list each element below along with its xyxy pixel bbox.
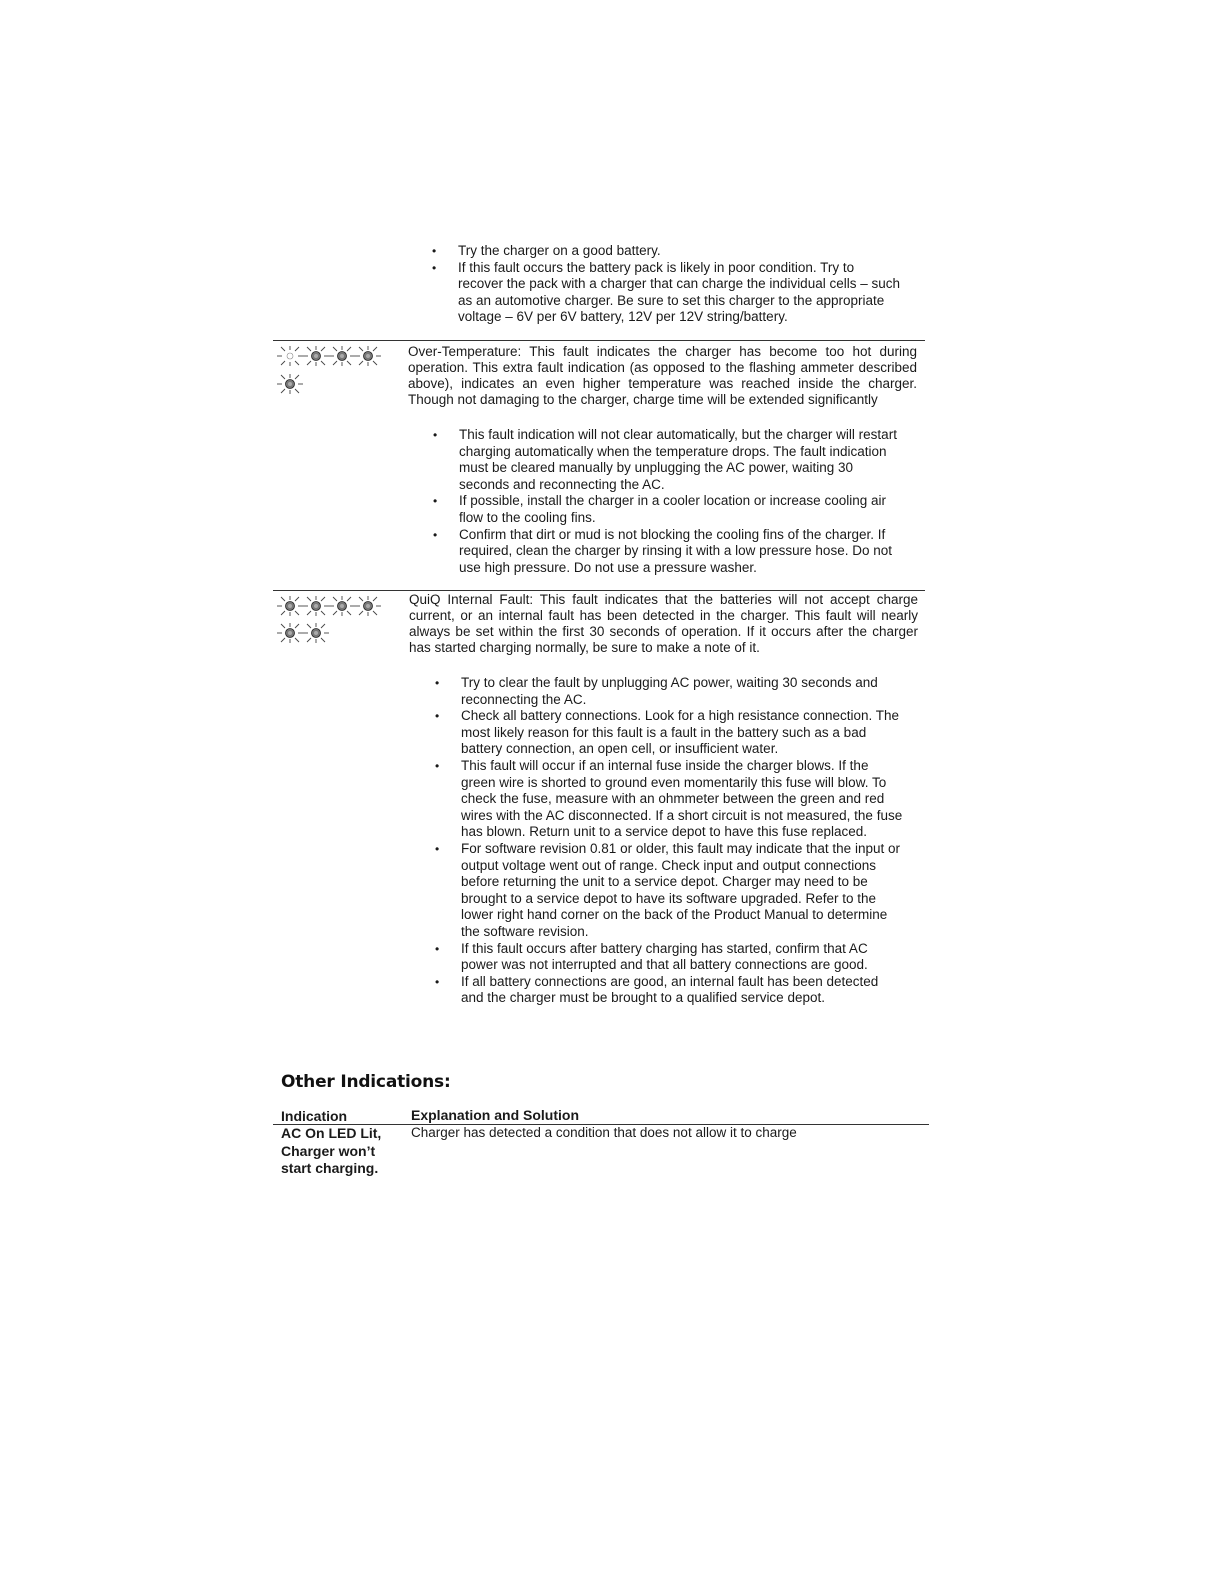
list-item: • For software revision 0.81 or older, this fault may indicate that the input or output voltage went out of range. Check input and output connections before returning the unit to a service depot. Charger may need to be brought to a service depot to have its software upgraded. Refer to the lower right hand corner on the back of the Product Manual to determine the software revision. bbox=[433, 841, 903, 941]
table-row-indication bbox=[281, 1125, 401, 1178]
list-item: • Confirm that dirt or mud is not blocking the cooling fins of the charger. If required, clean the charger by rinsing it with a low pressure hose. Do not use high pressure. Do not use a pressure washer. bbox=[431, 527, 901, 577]
internal-fault-bullet-list bbox=[433, 675, 903, 1007]
list-item: • If all battery connections are good, an internal fault has been detected and the charger must be brought to a qualified service depot. bbox=[433, 974, 903, 1007]
section-divider bbox=[273, 340, 925, 341]
list-item: • If possible, install the charger in a cooler location or increase cooling air flow to the cooling fins. bbox=[431, 493, 901, 526]
internal-fault-description: QuiQ Internal Fault: This fault indicates that the batteries will not accept charge current, or an internal fault has been detected in the charger. This fault will nearly always be set within the first 30 seconds of operation. If it occurs after the charger has started charging normally, be sure to make a note of it. bbox=[409, 592, 918, 655]
over-temperature-description: Over-Temperature: This fault indicates the charger has become too hot during operation. This extra fault indication (as opposed to the flashing ammeter described above), indicates an even higher temperature was reached inside the charger. Though not damaging to the charger, charge time will be extended significantly bbox=[408, 344, 917, 407]
list-item: • If this fault occurs the battery pack is likely in poor condition. Try to recover the pack with a charger that can charge the individual cells – such as an automotive charger. Be sure to set this charger to the appropriate voltage – 6V per 6V battery, 12V per 12V string/battery. bbox=[430, 260, 900, 326]
list-item: • Try to clear the fault by unplugging AC power, waiting 30 seconds and reconnecting the AC. bbox=[433, 675, 903, 708]
section-divider bbox=[273, 590, 925, 591]
indication-column-header: Indication bbox=[281, 1108, 348, 1124]
list-item: • This fault will occur if an internal fuse inside the charger blows. If the green wire is shorted to ground even momentarily this fuse will blow. To check the fuse, measure with an ohmmeter between the green and red wires with the AC disconnected. If a short circuit is not measured, the fuse has blown. Return unit to a service depot to have this fuse replaced. bbox=[433, 758, 903, 841]
top-bullet-list bbox=[430, 243, 900, 326]
table-row-explanation: Charger has detected a condition that does not allow it to charge bbox=[411, 1125, 797, 1140]
over-temperature-bullet-list bbox=[431, 427, 901, 576]
indication-line: start charging. bbox=[281, 1160, 379, 1176]
list-item: • Check all battery connections. Look for a high resistance connection. The most likely reason for this fault is a fault in the battery such as a bad battery connection, an open cell, or insufficient water. bbox=[433, 708, 903, 758]
other-indications-heading: Other Indications: bbox=[281, 1072, 451, 1092]
indication-line: Charger won’t bbox=[281, 1142, 376, 1159]
explanation-column-header: Explanation and Solution bbox=[411, 1107, 579, 1123]
list-item: • If this fault occurs after battery charging has started, confirm that AC power was not interrupted and that all battery connections are good. bbox=[433, 941, 903, 974]
list-item: • This fault indication will not clear automatically, but the charger will restart charging automatically when the temperature drops. The fault indication must be cleared manually by unplugging the AC power, waiting 30 seconds and reconnecting the AC. bbox=[431, 427, 901, 493]
list-item: • Try the charger on a good battery. bbox=[430, 243, 900, 260]
indication-line: AC On LED Lit, bbox=[281, 1125, 382, 1141]
led-pattern-over-temperature-icon bbox=[274, 342, 386, 400]
led-pattern-internal-fault-icon bbox=[274, 593, 386, 651]
